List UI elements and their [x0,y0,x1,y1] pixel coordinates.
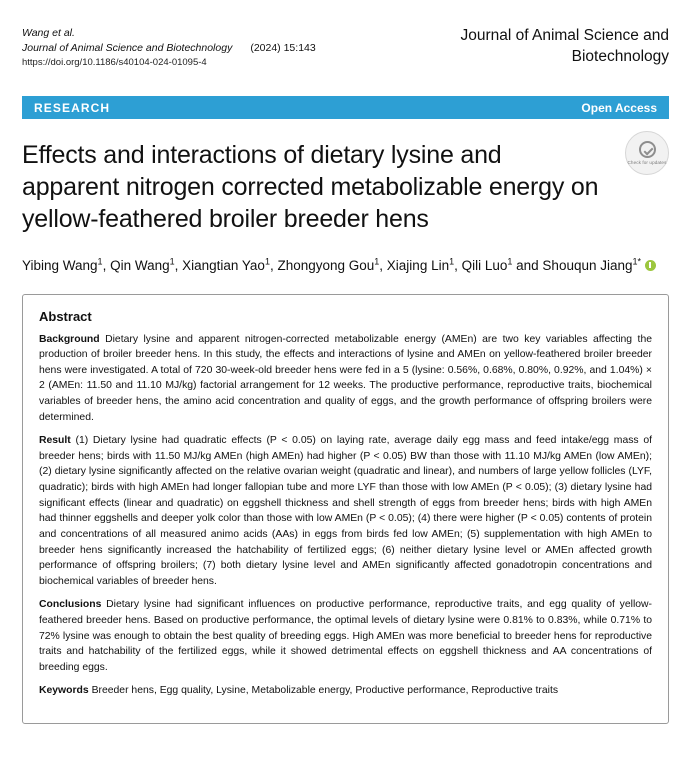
running-journal [22,41,316,56]
keywords-text: Breeder hens, Egg quality, Lysine, Metabolizable energy, Productive performance, Reproductive traits [91,685,559,697]
abstract-background-text: Dietary lysine and apparent nitrogen-corrected metabolizable energy (AMEn) are two key variables affecting the production of broiler breeder hens. In this study, the effects and interactions of lysine and AMEn on yellow-feathered broiler breeder hens were investigated. A total of 720 30-week-old breeder hens were fed in a 5 (lysine: 0.56%, 0.68%, 0.80%, 0.92%, and 1.04%) × 2 (AMEn: 11.50 and 11.10 MJ/kg) factorial arrangement for 12 weeks. The productive performance, reproductive traits, biochemical variables of breeder hens, the amino acid concentration and quality of eggs, and the growth performance of offspring broilers were determined. [39,333,653,423]
crossmark-label: Check for updates [627,159,667,165]
abstract-conclusions-text: Dietary lysine had significant influences on productive performance, reproductive traits, and egg quality of yellow-feathered breeder hens. Based on productive performance, the optimal levels of dietary lysine were 0.81% to 0.83%, while 0.71% to 72% lysine was enough to obtain the best quality of breeding eggs. High AMEn was more beneficial to breeder hens for reproductive traits and hatchability of the fertilized eggs, while it showed detrimental effects on eggshell thickness and AA concentrations of breeding eggs. [39,599,652,673]
running-authors-text: Wang et al. [22,27,75,39]
abstract-result [39,433,652,589]
author-names: Yibing Wang$^1$, Qin Wang$^1$, Xiangtian Yao$^1$, Zhongyong Gou$^1$, Xiajing Lin$^1$, Qili Luo$^1$ and Shouqun Jiang$^{1*}$ [22,256,642,273]
running-authors [22,26,316,41]
abstract-result-text: (1) Dietary lysine had quadratic effects (P < 0.05) on laying rate, average daily egg mass and feed intake/egg mass of breeder hens; birds with 11.50 MJ/kg AMEn (high AMEn) had higher (P < 0.05) BW than those with 11.10 MJ/kg AMEn (low AMEn); (2) dietary lysine significantly affected on the relative ovarian weight (quadratic and linear), and numbers of large yellow follicles (LYF, quadratic); birds with high AMEn had longer fallopian tube and more LYF than those with low AMEn (P < 0.05); (3) dietary lysine had significant effects (linear and quadratic) on eggshell thickness and shell strength of eggs from breeder hens; birds with high AMEn had thinner eggshells and deeper yolk color than those with low AMEn (P < 0.05); (4) there were higher (P < 0.05) contents of protein and concentrations of all measured animo acids (AAs) in eggs from birds fed low AMEn; (5) supplementation with high AMEn to breeder hens significantly increased the hatchability of fertilized eggs; (6) neither dietary lysine level or AMEn affected growth performance of offspring broilers; (7) both dietary lysine level and AMEn significantly affected gonadotropin concentrations and biochemical variables of breeder hens. [39,435,652,587]
running-volume: (2024) 15:143 [250,42,316,55]
keywords-label: Keywords [39,685,89,697]
abstract-result-label: Result [39,435,71,447]
journal-title: Journal of Animal Science and Biotechnology [460,27,669,65]
abstract-background-label: Background [39,333,100,345]
abstract-heading: Abstract [39,308,92,324]
title-block [22,139,669,235]
article-type-bar [22,96,669,119]
doi-link[interactable]: https://doi.org/10.1186/s40104-024-01095-4 [22,57,207,69]
open-access-label: Open Access [581,100,657,115]
abstract-background [39,332,652,426]
masthead [22,0,669,70]
abstract-box [22,294,669,724]
author-list [22,255,669,275]
article-type-label: RESEARCH [34,100,111,115]
orcid-icon[interactable] [645,260,656,271]
abstract-conclusions [39,597,652,675]
abstract-conclusions-label: Conclusions [39,599,102,611]
page-title: Effects and interactions of dietary lysine and apparent nitrogen corrected metabolizable energy on yellow-feathered broiler breeder hens [22,141,599,234]
keywords-line [39,683,652,699]
check-circle-icon [639,141,656,158]
crossmark-badge[interactable] [625,131,669,175]
masthead-citation [22,26,316,70]
running-journal-name: Journal of Animal Science and Biotechnology [22,42,233,55]
